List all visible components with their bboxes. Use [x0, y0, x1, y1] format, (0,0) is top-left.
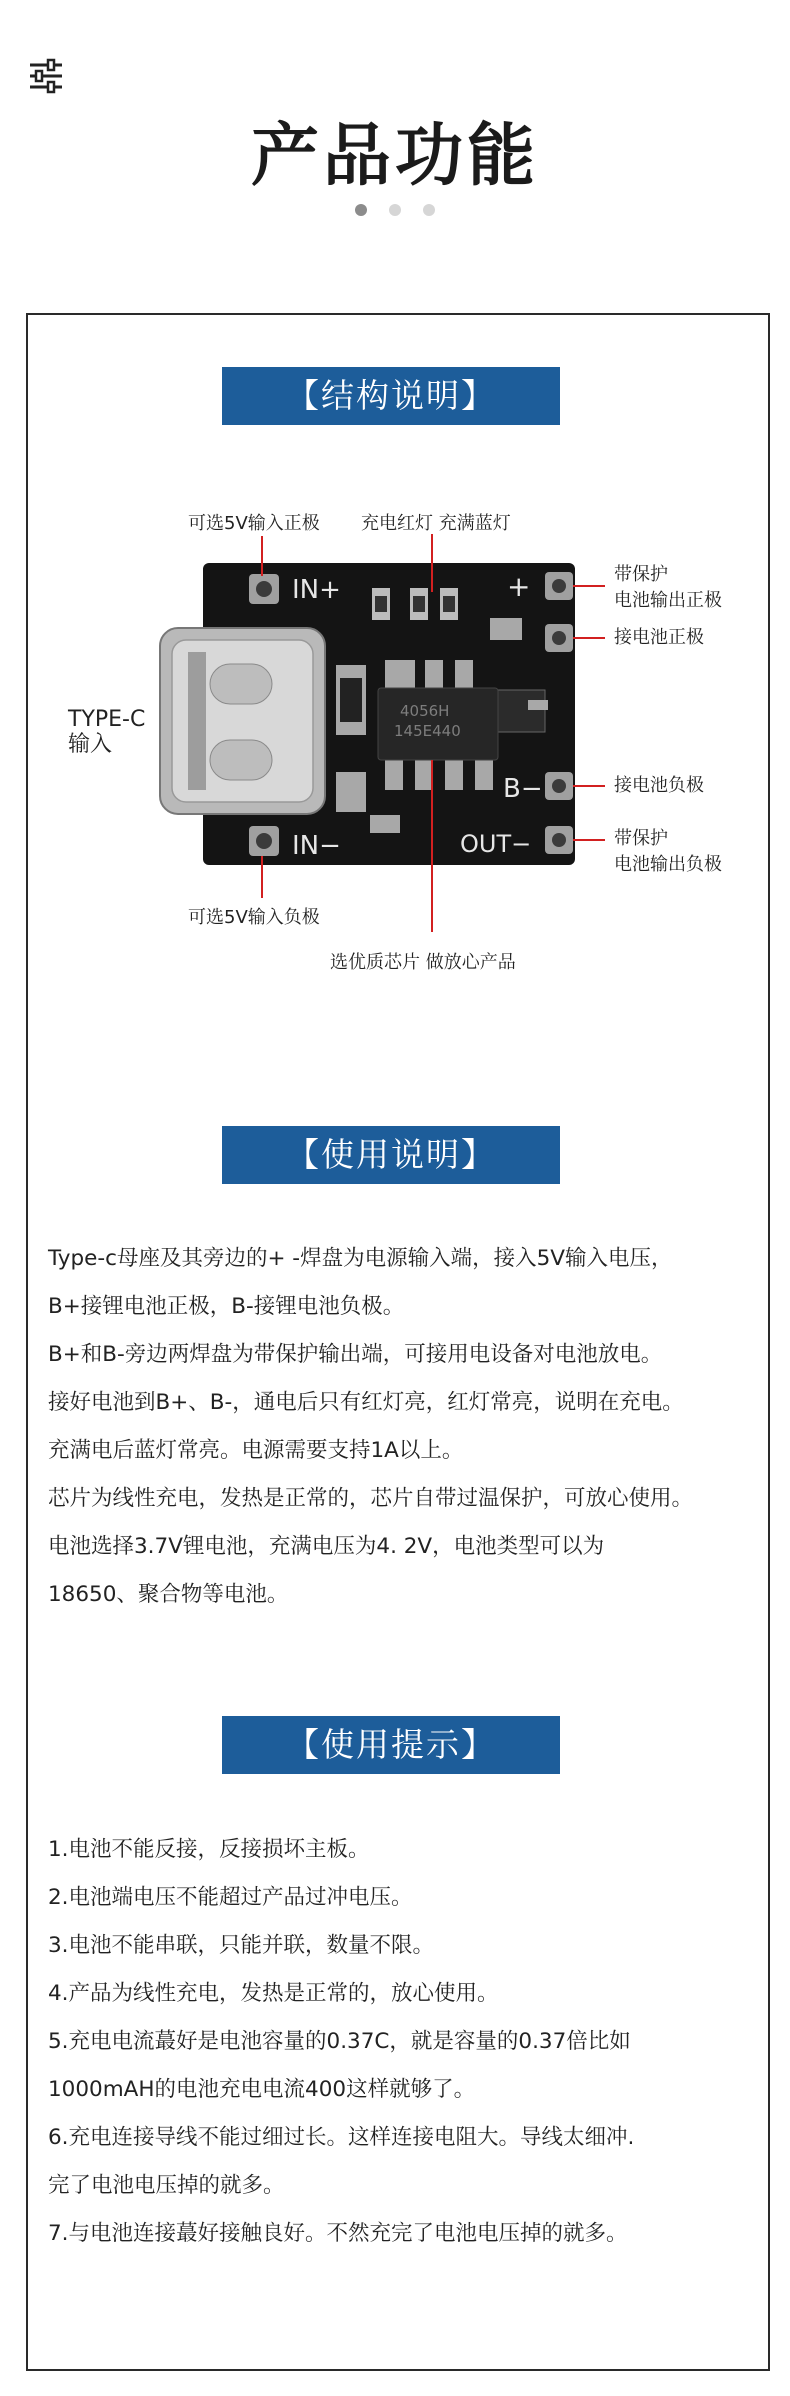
label-protected-out-positive-a: 带保护 [614, 564, 668, 585]
tip-line: 1.电池不能反接，反接损坏主板。 [48, 1837, 370, 1862]
tip-line: 7.与电池连接蕞好接触良好。不然充完了电池电压掉的就多。 [48, 2221, 628, 2246]
usage-line: 芯片为线性充电，发热是正常的，芯片自带过温保护，可放心使用。 [48, 1486, 694, 1511]
usage-line: 电池选择3.7V锂电池，充满电压为4. 2V，电池类型可以为 [48, 1534, 605, 1559]
label-charge-led: 充电红灯 充满蓝灯 [361, 513, 511, 534]
usage-paragraph [48, 1235, 763, 1619]
usage-line: 充满电后蓝灯常亮。电源需要支持1A以上。 [48, 1438, 464, 1463]
label-protected-out-negative-a: 带保护 [614, 828, 668, 849]
label-protected-out-positive-b: 电池输出正极 [614, 590, 722, 611]
silk-in-minus: IN− [292, 831, 341, 861]
usage-line: B+接锂电池正极，B-接锂电池负极。 [48, 1294, 405, 1319]
usage-line: Type-c母座及其旁边的+ -焊盘为电源输入端，接入5V输入电压， [48, 1246, 673, 1271]
label-optional-5v-negative: 可选5V输入负极 [188, 907, 320, 928]
tip-line: 4.产品为线性充电，发热是正常的，放心使用。 [48, 1981, 499, 2006]
label-protected-out-negative-b: 电池输出负极 [614, 854, 722, 875]
silk-in-plus: IN+ [292, 575, 341, 605]
label-battery-negative: 接电池负极 [614, 775, 704, 796]
usage-section-title: 【使用说明】 [222, 1126, 560, 1184]
label-typec-a: TYPE-C [68, 707, 146, 732]
tip-line: 5.充电电流蕞好是电池容量的0.37C，就是容量的0.37倍比如 [48, 2029, 631, 2054]
pcb-board-image [0, 0, 790, 1000]
structure-section-title: 【结构说明】 [222, 367, 560, 425]
label-typec-b: 输入 [68, 732, 113, 757]
tip-line: 1000mAH的电池充电电流400这样就够了。 [48, 2077, 476, 2102]
chip-marking-1: 4056H [400, 702, 450, 720]
label-battery-positive: 接电池正极 [614, 627, 704, 648]
usage-line: B+和B-旁边两焊盘为带保护输出端，可接用电设备对电池放电。 [48, 1342, 663, 1367]
tip-line: 6.充电连接导线不能过细过长。这样连接电阻大。导线太细冲. [48, 2125, 635, 2150]
chip-marking-2: 145E440 [394, 722, 461, 740]
usage-line: 18650、聚合物等电池。 [48, 1582, 289, 1607]
board-diagram [0, 0, 790, 1000]
silk-b-minus: B− [503, 774, 543, 804]
tips-paragraph [48, 1826, 763, 2258]
label-quality-chip: 选优质芯片 做放心产品 [330, 952, 516, 973]
page-title: 产品功能 [250, 117, 539, 196]
label-optional-5v-positive: 可选5V输入正极 [188, 513, 320, 534]
usage-line: 接好电池到B+、B-，通电后只有红灯亮，红灯常亮，说明在充电。 [48, 1390, 684, 1415]
tip-line: 2.电池端电压不能超过产品过冲电压。 [48, 1885, 413, 1910]
silk-plus: + [507, 570, 531, 603]
tip-line: 3.电池不能串联，只能并联，数量不限。 [48, 1933, 435, 1958]
tips-section-title: 【使用提示】 [222, 1716, 560, 1774]
tip-line: 完了电池电压掉的就多。 [48, 2173, 285, 2198]
silk-out-minus: OUT− [460, 830, 532, 858]
